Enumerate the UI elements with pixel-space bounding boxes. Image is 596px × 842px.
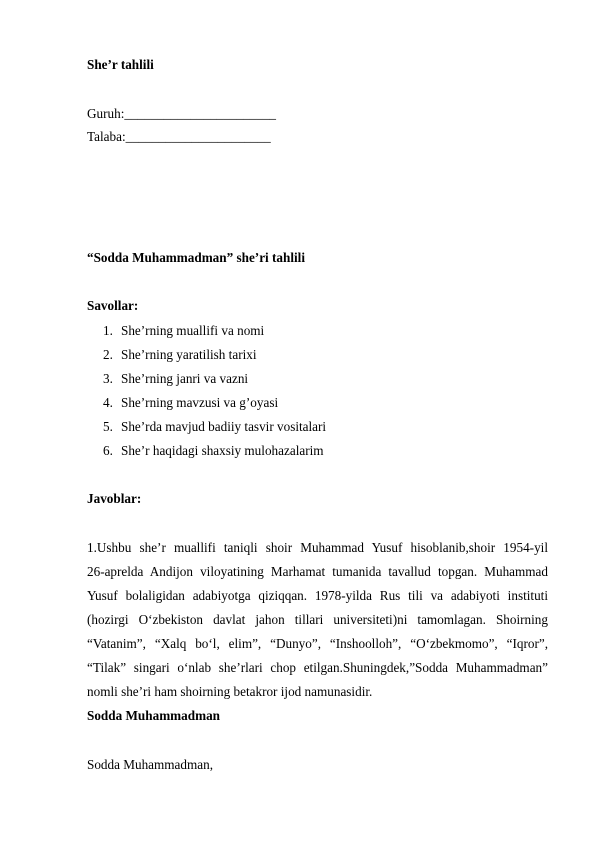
question-number: 6. xyxy=(103,443,113,458)
question-number: 5. xyxy=(103,419,113,434)
poem-title: Sodda Muhammadman xyxy=(87,708,221,723)
answer-line: 26-aprelda Andijon viloyatining Marhamat tumanida tavallud topgan. Muhammad xyxy=(87,564,548,579)
answer-line: Yusuf bolaligidan adabiyotga qiziqqan. 1978-yilda Rus tili va adabiyoti instituti xyxy=(87,588,548,603)
answer-line: nomli she’ri ham shoirning betakror ijod namunasidir. xyxy=(87,684,373,699)
question-item: She’r haqidagi shaxsiy mulohazalarim xyxy=(121,443,324,458)
question-item: She’rning janri va vazni xyxy=(121,371,249,386)
answer-line: “Tilak” singari o‘nlab she’rlari chop etilgan.Shuningdek,”Sodda Muhammadman” xyxy=(87,660,548,675)
answer-line: (hozirgi O‘zbekiston davlat jahon tillari universiteti)ni tamomlagan. Shoirning xyxy=(87,612,548,627)
question-item: She’rda mavjud badiiy tasvir vositalari xyxy=(121,419,327,434)
question-item: She’rning muallifi va nomi xyxy=(121,323,265,338)
question-number: 4. xyxy=(103,395,113,410)
questions-heading: Savollar: xyxy=(87,298,139,313)
question-number: 2. xyxy=(103,347,113,362)
answers-heading: Javoblar: xyxy=(87,491,142,506)
analysis-subtitle: “Sodda Muhammadman” she’ri tahlili xyxy=(87,250,305,265)
group-field: Guruh:_______________________ xyxy=(87,106,277,121)
answer-line: 1.Ushbu she’r muallifi taniqli shoir Muhammad Yusuf hisoblanib,shoir 1954-yil xyxy=(87,540,548,555)
poem-line: Sodda Muhammadman, xyxy=(87,757,213,772)
question-item: She’rning mavzusi va g’oyasi xyxy=(121,395,279,410)
question-item: She’rning yaratilish tarixi xyxy=(121,347,257,362)
student-field: Talaba:______________________ xyxy=(87,129,271,144)
document-title: She’r tahlili xyxy=(87,57,154,72)
question-number: 3. xyxy=(103,371,113,386)
answer-line: “Vatanim”, “Xalq bo‘l, elim”, “Dunyo”, “Inshoolloh”, “O‘zbekmomo”, “Iqror”, xyxy=(87,636,548,651)
question-number: 1. xyxy=(103,323,113,338)
